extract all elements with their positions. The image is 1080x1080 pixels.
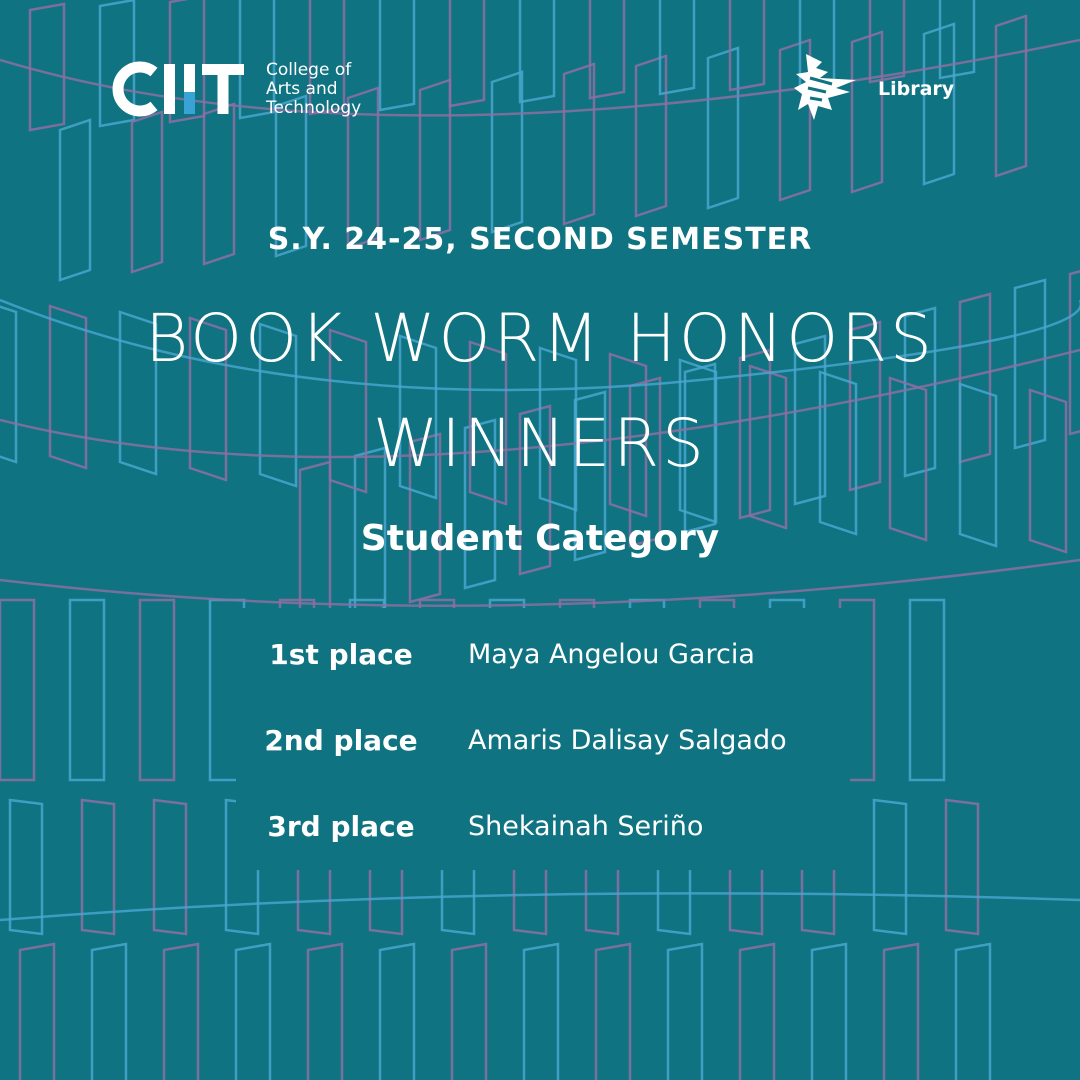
shelf-book-outline bbox=[636, 56, 666, 216]
shelf-book-outline bbox=[524, 944, 558, 1080]
shelf-book-outline bbox=[492, 72, 522, 232]
shelf-book-outline bbox=[92, 944, 126, 1080]
shelf-book-outline bbox=[70, 600, 104, 780]
winner-row-1 bbox=[236, 625, 850, 685]
shelf-book-outline bbox=[450, 0, 484, 106]
ciit-logo-mark bbox=[108, 58, 256, 120]
shelf-book-outline bbox=[30, 4, 64, 130]
shelf-book-outline bbox=[946, 800, 978, 934]
ciit-logo bbox=[108, 58, 361, 120]
shelf-book-outline bbox=[0, 600, 34, 780]
place-label: 1st place bbox=[269, 638, 413, 671]
shelf-book-outline bbox=[140, 600, 174, 780]
shelf-book-outline bbox=[956, 944, 990, 1080]
library-label: Library bbox=[878, 78, 955, 100]
place-label: 3rd place bbox=[267, 810, 415, 843]
shelf-book-outline bbox=[154, 800, 186, 934]
shelf-book-outline bbox=[884, 944, 918, 1080]
shelf-book-outline bbox=[20, 944, 54, 1080]
book-bird-icon bbox=[792, 48, 860, 130]
winner-row-3 bbox=[236, 797, 850, 857]
shelf-book-outline bbox=[730, 0, 764, 90]
library-logo bbox=[792, 48, 954, 130]
shelf-book-outline bbox=[236, 944, 270, 1080]
shelf-book-outline bbox=[308, 944, 342, 1080]
shelf-book-outline bbox=[910, 600, 944, 780]
shelf-book-outline bbox=[380, 0, 414, 110]
winner-row-2 bbox=[236, 711, 850, 771]
shelf-book-outline bbox=[520, 0, 554, 102]
shelf-book-outline bbox=[812, 944, 846, 1080]
shelf-book-outline bbox=[874, 800, 906, 934]
shelf-book-outline bbox=[452, 944, 486, 1080]
shelf-book-outline bbox=[740, 944, 774, 1080]
semester-heading: S.Y. 24-25, SECOND SEMESTER bbox=[267, 222, 813, 257]
category-heading: Student Category bbox=[360, 518, 720, 559]
shelf-book-outline bbox=[10, 800, 42, 934]
winners-panel bbox=[236, 608, 850, 870]
shelf-book-outline bbox=[164, 944, 198, 1080]
winner-name: Amaris Dalisay Salgado bbox=[468, 725, 787, 756]
shelf-book-outline bbox=[708, 48, 738, 208]
shelf-book-outline bbox=[996, 16, 1026, 176]
title-line-1: BOOK WORM HONORS bbox=[145, 300, 935, 377]
shelf-edge-line bbox=[0, 893, 1080, 920]
shelf-book-outline bbox=[668, 944, 702, 1080]
winner-name: Maya Angelou Garcia bbox=[468, 639, 755, 670]
place-label: 2nd place bbox=[264, 724, 418, 757]
ciit-logo-text: College of Arts and Technology bbox=[266, 59, 362, 118]
shelf-book-outline bbox=[380, 944, 414, 1080]
shelf-book-outline bbox=[420, 80, 450, 240]
shelf-book-outline bbox=[596, 944, 630, 1080]
winner-name: Shekainah Seriño bbox=[468, 811, 704, 842]
title-line-2: WINNERS bbox=[373, 405, 707, 482]
